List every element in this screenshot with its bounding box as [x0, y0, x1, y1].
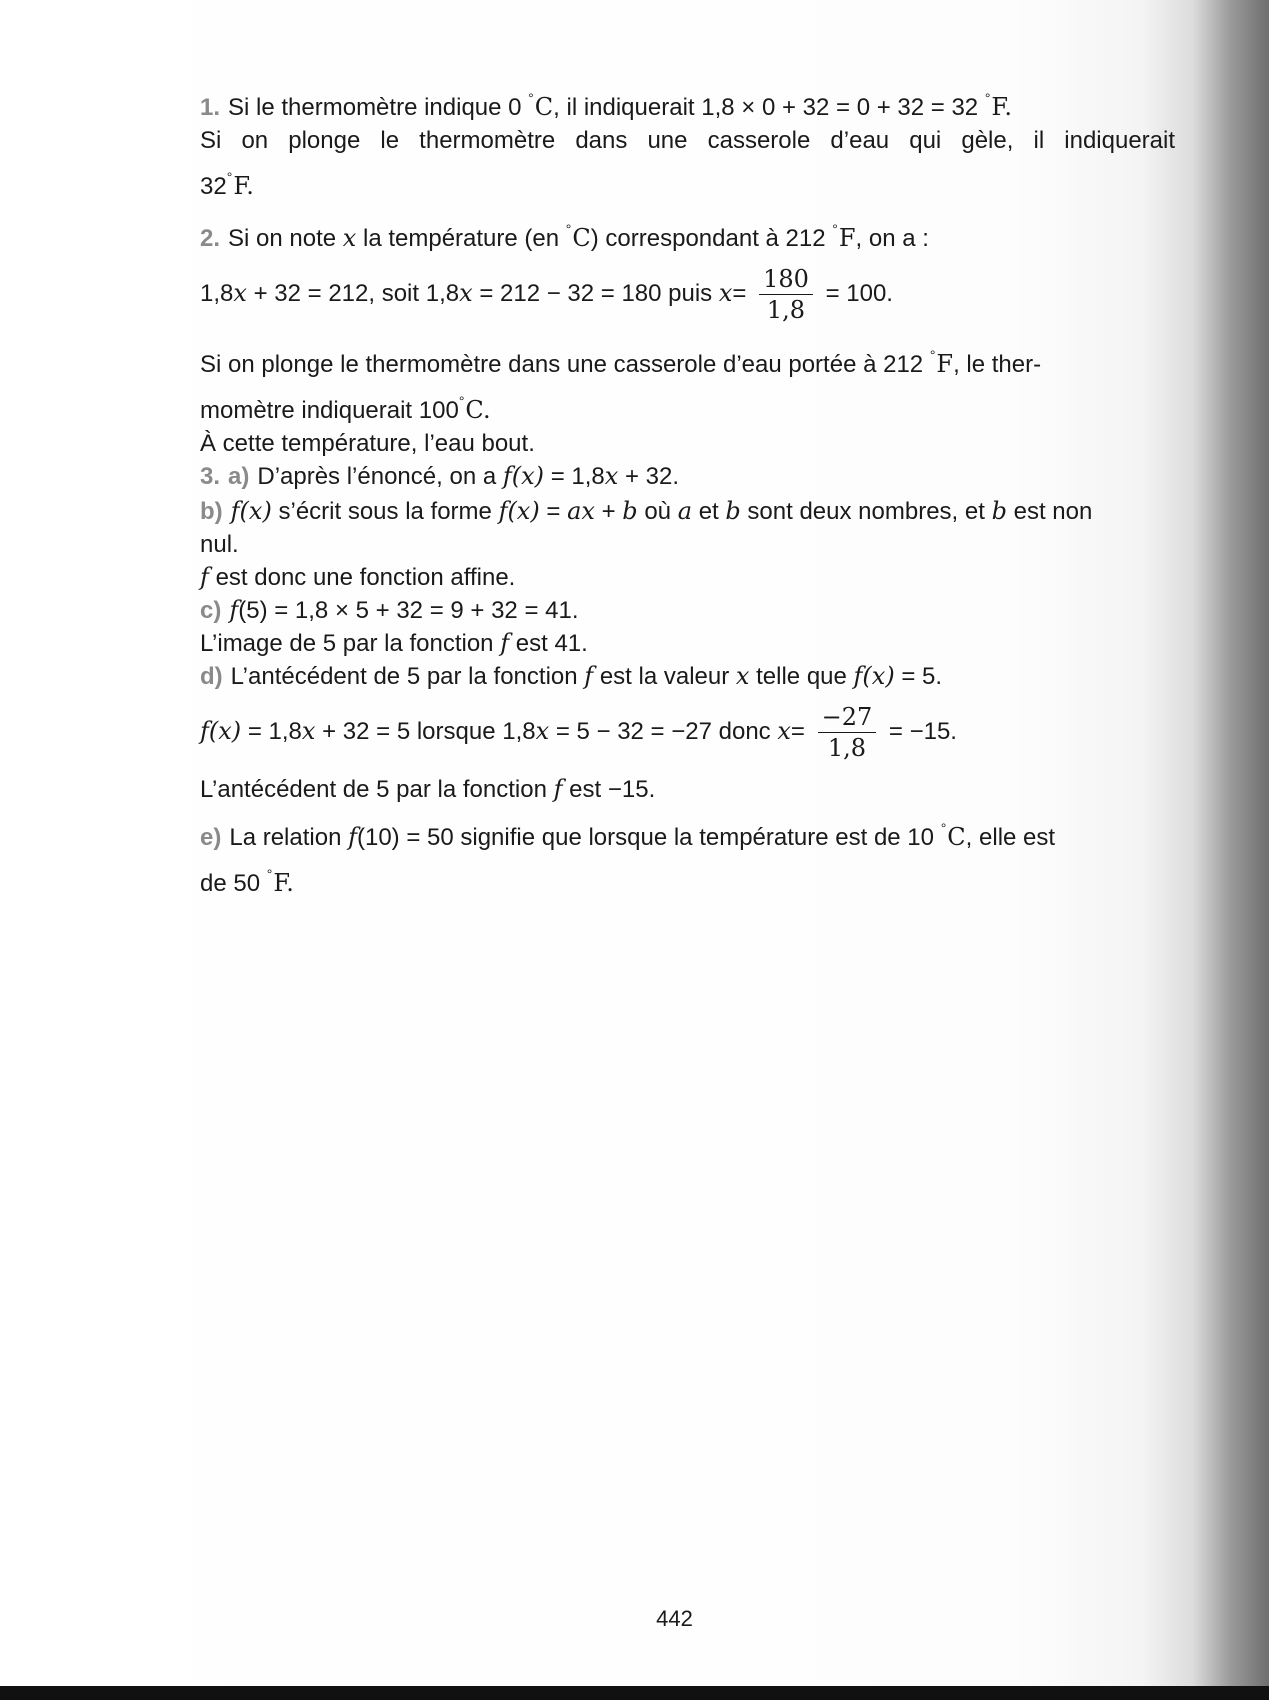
q1-line3: 32°F. [200, 169, 254, 200]
document-body [200, 82, 1175, 900]
fraction-minus-27-over-1-8: $\frac{-27}{1,8}$ [818, 702, 877, 763]
q3e-line2: de 50 °F. [200, 866, 294, 897]
q3b-line3: f est donc une fonction affine. [200, 563, 516, 591]
q3d-equation: f(x) = 1,8x + 32 = 5 lorsque 1,8x = 5 − 32 = −27 donc x= $\frac{-27}{1,8}$ = −15. [200, 703, 957, 763]
scan-bottom-edge [0, 1686, 1269, 1700]
q2-line5: À cette température, l’eau bout. [200, 430, 535, 457]
q3b-line2: nul. [200, 531, 239, 558]
q2-line1: 2. Si on note x la température (en °C) correspondant à 212 °F, on a : [200, 221, 929, 252]
q1-number: 1. [200, 94, 221, 121]
q3e-line1: e) La relation f(10) = 50 signifie que lorsque la température est de 10 °C, elle est [200, 820, 1056, 851]
page-number: 442 [656, 1606, 693, 1631]
q1-line2: Si on plonge le thermomètre dans une casserole d’eau qui gèle, il indiquerait [200, 127, 1175, 154]
q3d-line3: L’antécédent de 5 par la fonction f est −15. [200, 775, 656, 803]
q3a-line: 3. a) D’après l’énoncé, on a f(x) = 1,8x + 32. [200, 462, 679, 490]
q2-equation: 1,8x + 32 = 212, soit 1,8x = 212 − 32 = 180 puis x= $\frac{180}{1,8}$ = 100. [200, 265, 893, 325]
q2-line4: momètre indiquerait 100°C. [200, 393, 491, 424]
q2-number: 2. [200, 225, 221, 252]
q2-line3: Si on plonge le thermomètre dans une casserole d’eau portée à 212 °F, le ther- [200, 347, 1042, 378]
q3b-line1: b) f(x) s’écrit sous la forme f(x) = ax + b où a et b sont deux nombres, et b est non [200, 497, 1093, 525]
q3c-line2: L’image de 5 par la fonction f est 41. [200, 629, 588, 657]
q1-line1: 1. Si le thermomètre indique 0 °C, il indiquerait 1,8 × 0 + 32 = 0 + 32 = 32 °F. [200, 90, 1012, 121]
q3d-line1: d) L’antécédent de 5 par la fonction f est la valeur x telle que f(x) = 5. [200, 662, 943, 690]
q3c-line1: c) f(5) = 1,8 × 5 + 32 = 9 + 32 = 41. [200, 596, 579, 624]
fraction-180-over-1-8: $\frac{180}{1,8}$ [759, 264, 813, 325]
q3-number: 3. [200, 463, 221, 490]
